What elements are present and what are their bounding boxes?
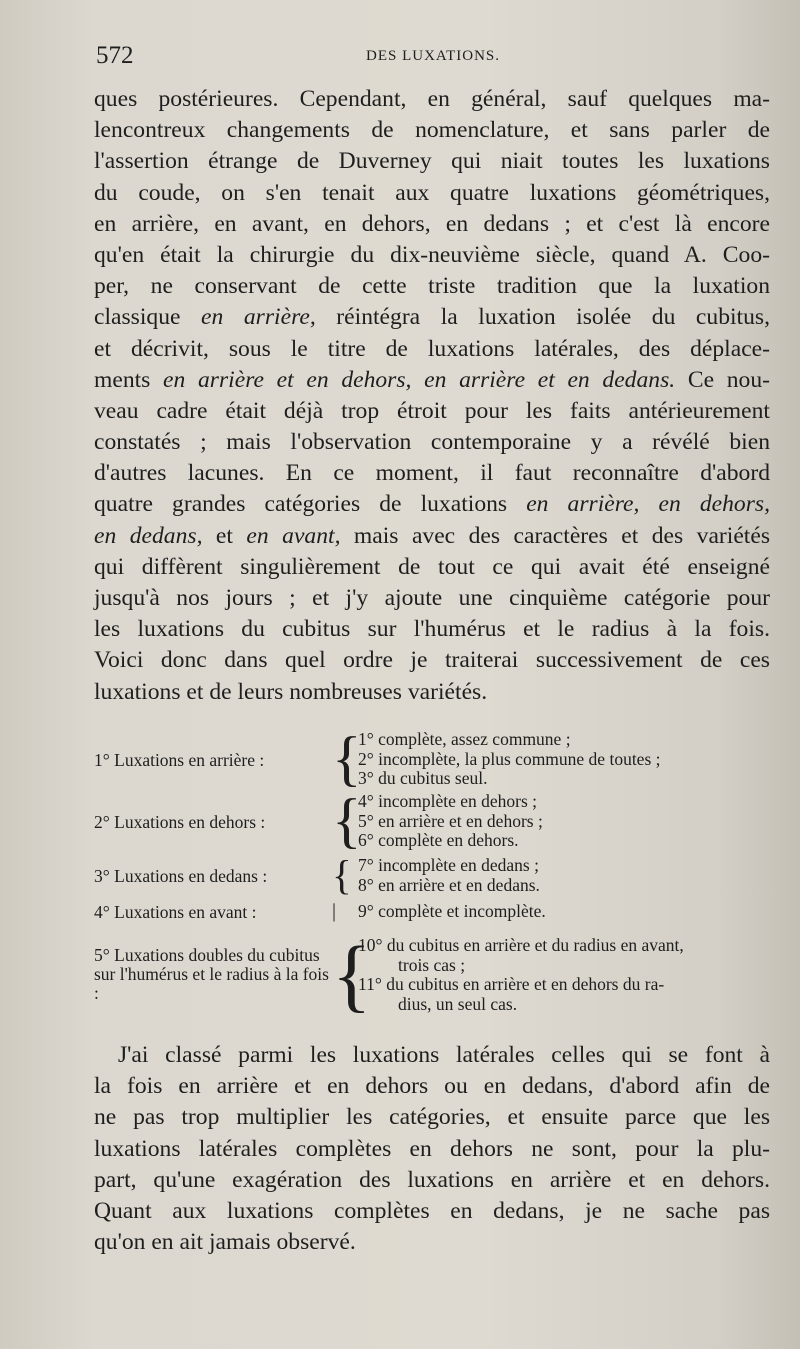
variety-item: 8° en arrière et en dedans. [358, 874, 540, 895]
text-line [94, 365, 770, 396]
text-line [94, 521, 770, 552]
variety-list [358, 902, 774, 922]
text-segment: Quant aux luxations complètes en dedans, je ne sache pas [94, 1197, 770, 1224]
variety-list [358, 730, 774, 789]
text-line [94, 1040, 770, 1071]
italic-phrase: en arrière, [201, 304, 316, 331]
text-segment: luxations latérales complètes en dehors ne sont, pour la plu- [94, 1135, 770, 1162]
category-label: 2° Luxations en dehors : [94, 811, 266, 832]
text-line [94, 271, 770, 302]
variety-item: 1° complète, assez commune ; [358, 729, 571, 749]
brace: { [332, 929, 372, 1020]
text-line [94, 1196, 770, 1227]
text-segment: et [202, 522, 247, 549]
text-line [94, 677, 770, 708]
variety-item: 9° complète et incomplète. [358, 901, 546, 921]
text-line [94, 1227, 770, 1258]
text-segment: ments [94, 366, 164, 393]
text-segment: luxations et de leurs nombreuses variétés. [94, 678, 488, 705]
text-segment: ne pas trop multiplier les catégories, et ensuite parce que les [94, 1104, 770, 1131]
text-line [94, 458, 770, 489]
text-line [94, 1134, 770, 1165]
text-segment: les luxations du cubitus sur l'humérus et le radius à la fois. [94, 616, 770, 643]
variety-item: 5° en arrière et en dehors ; [358, 810, 543, 831]
text-segment: qu'on en ait jamais observé. [94, 1229, 356, 1256]
italic-phrase: en arrière et en dehors, en arrière et en dedans. [163, 366, 676, 393]
brace: | [332, 900, 337, 922]
text-line [94, 614, 770, 645]
variety-item: 7° incomplète en dedans ; [358, 855, 539, 875]
page-number: 572 [96, 42, 134, 69]
text-line [94, 552, 770, 583]
text-segment: per, ne conservant de cette triste tradition que la luxation [94, 273, 770, 300]
brace: { [332, 725, 362, 793]
text-line [94, 240, 770, 271]
text-segment: quatre grandes catégories de luxations [94, 491, 527, 518]
variety-list [358, 856, 774, 895]
text-line [94, 146, 770, 177]
italic-phrase: en avant, [246, 522, 341, 549]
page-header [96, 42, 766, 72]
running-head: DES LUXATIONS. [366, 48, 500, 64]
text-line [94, 115, 770, 146]
category-label: 4° Luxations en avant : [94, 902, 257, 922]
text-line [94, 427, 770, 458]
variety-list [358, 792, 774, 851]
text-line [94, 302, 770, 333]
category-label: 1° Luxations en arrière : [94, 749, 265, 770]
italic-phrase: en arrière, en dehors, [526, 491, 770, 518]
text-segment: l'assertion étrange de Duverney qui niait toutes les luxations [94, 148, 770, 175]
text-line [94, 583, 770, 614]
brace: { [332, 787, 362, 855]
text-line [94, 178, 770, 209]
variety-item: trois cas ; [398, 954, 466, 975]
text-segment: lencontreux changements de nomenclature, et sans parler de [94, 117, 770, 144]
text-segment: en arrière, en avant, en dehors, en dedans ; et c'est là encore [94, 210, 770, 237]
text-line [94, 209, 770, 240]
variety-item: dius, un seul cas. [398, 993, 518, 1014]
variety-item: 2° incomplète, la plus commune de toutes ; [358, 748, 661, 769]
category-label: 5° Luxations doubles du cubitus sur l'humérus et le radius à la fois : [94, 945, 329, 1003]
text-segment: Ce nou- [675, 366, 770, 393]
text-segment: qu'en était la chirurgie du dix-neuvième siècle, quand A. Coo- [94, 241, 770, 268]
variety-item: 11° du cubitus en arrière et en dehors du ra- [358, 974, 665, 994]
text-segment: veau cadre était déjà trop étroit pour les faits antérieurement [94, 397, 770, 424]
paragraph-1 [94, 84, 770, 708]
text-line [94, 84, 770, 115]
text-segment: ques postérieures. Cependant, en général, sauf quelques ma- [94, 86, 770, 112]
text-line [94, 489, 770, 520]
text-segment: réintégra la luxation isolée du cubitus, [315, 304, 770, 331]
variety-item: 6° complète en dehors. [358, 830, 519, 850]
text-line [94, 1165, 770, 1196]
text-segment: et décrivit, sous le titre de luxations latérales, des déplace- [94, 335, 770, 362]
variety-item: 10° du cubitus en arrière et du radius en avant, [358, 935, 684, 955]
text-segment: la fois en arrière et en dehors ou en dedans, d'abord afin de [94, 1073, 770, 1100]
category-label: 3° Luxations en dedans : [94, 865, 268, 886]
text-line [94, 396, 770, 427]
text-segment: J'ai classé parmi les luxations latérales celles qui se font à [118, 1042, 770, 1068]
text-segment: du coude, on s'en tenait aux quatre luxations géométriques, [94, 179, 770, 206]
text-line [94, 334, 770, 365]
text-segment: part, qu'une exagération des luxations en arrière et en dehors. [94, 1166, 770, 1193]
variety-list [358, 936, 774, 1014]
text-line [94, 1102, 770, 1133]
paragraph-2 [94, 1040, 770, 1258]
brace: { [332, 853, 352, 898]
text-segment: classique [94, 304, 202, 331]
variety-item: 3° du cubitus seul. [358, 768, 488, 788]
text-line [94, 1071, 770, 1102]
variety-item: 4° incomplète en dehors ; [358, 791, 538, 811]
text-segment: Voici donc dans quel ordre je traiterai successivement de ces [94, 647, 770, 674]
text-segment: d'autres lacunes. En ce moment, il faut reconnaître d'abord [94, 460, 770, 487]
text-segment: jusqu'à nos jours ; et j'y ajoute une cinquième catégorie pour [94, 585, 770, 611]
text-segment: constatés ; mais l'observation contemporaine y a révélé bien [94, 429, 770, 456]
text-segment: mais avec des caractères et des variétés [340, 522, 771, 549]
text-line [94, 645, 770, 676]
text-segment: qui diffèrent singulièrement de tout ce qui avait été enseigné [94, 553, 770, 580]
italic-phrase: en dedans, [94, 522, 203, 549]
